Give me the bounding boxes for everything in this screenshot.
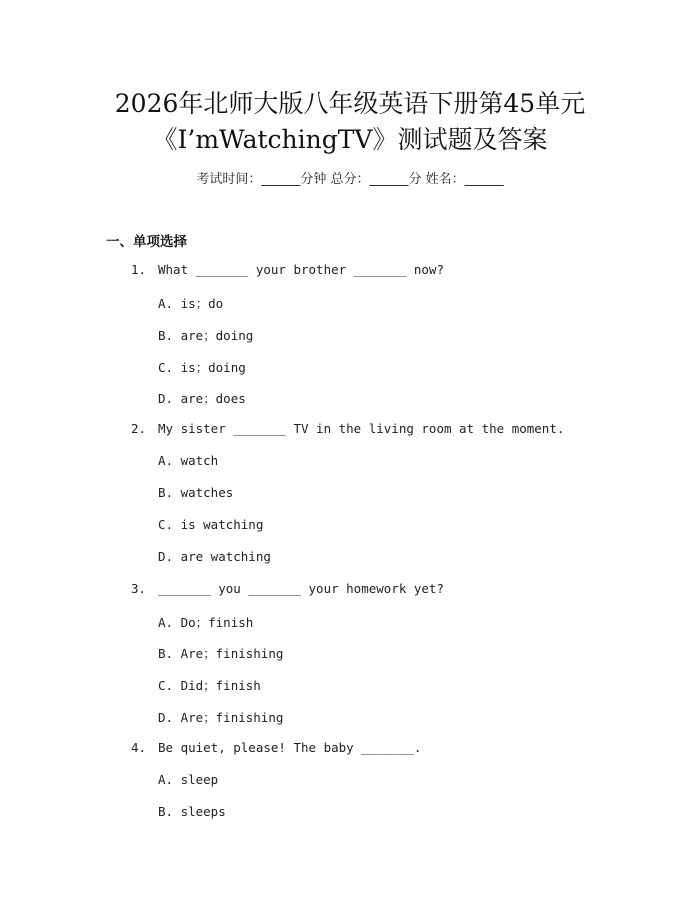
question-text: What _______ your brother _______ now?: [158, 262, 444, 277]
question-text: Be quiet, please! The baby _______.: [158, 740, 422, 755]
document-title-line-2: 《I’mWatchingTV》测试题及答案: [152, 125, 548, 154]
section-heading: 一、单项选择: [106, 234, 187, 250]
answer-option: D. are watching: [158, 549, 271, 564]
question-text: My sister _______ TV in the living room at the moment.: [158, 421, 565, 436]
answer-option: A. sleep: [158, 772, 219, 787]
question-number: 4.: [131, 740, 147, 755]
answer-option: D. Are；finishing: [158, 710, 284, 725]
answer-option: B. watches: [158, 485, 234, 500]
answer-option: D. are；does: [158, 391, 246, 406]
document-title-line-1: 2026年北师大版八年级英语下册第45单元: [114, 89, 586, 118]
question-text: _______ you _______ your homework yet?: [158, 581, 444, 596]
answer-option: C. is watching: [158, 517, 264, 532]
answer-option: B. are；doing: [158, 328, 254, 343]
answer-option: C. Did；finish: [158, 678, 261, 693]
exam-info-line: 考试时间：______分钟 总分：______分 姓名：______: [196, 172, 504, 187]
question-number: 1.: [131, 262, 147, 277]
answer-option: B. sleeps: [158, 804, 226, 819]
answer-option: C. is；doing: [158, 360, 246, 375]
answer-option: B. Are；finishing: [158, 646, 284, 661]
answer-option: A. is；do: [158, 296, 224, 311]
answer-option: A. Do；finish: [158, 615, 254, 630]
question-number: 2.: [131, 421, 147, 436]
question-number: 3.: [131, 581, 147, 596]
answer-option: A. watch: [158, 453, 219, 468]
